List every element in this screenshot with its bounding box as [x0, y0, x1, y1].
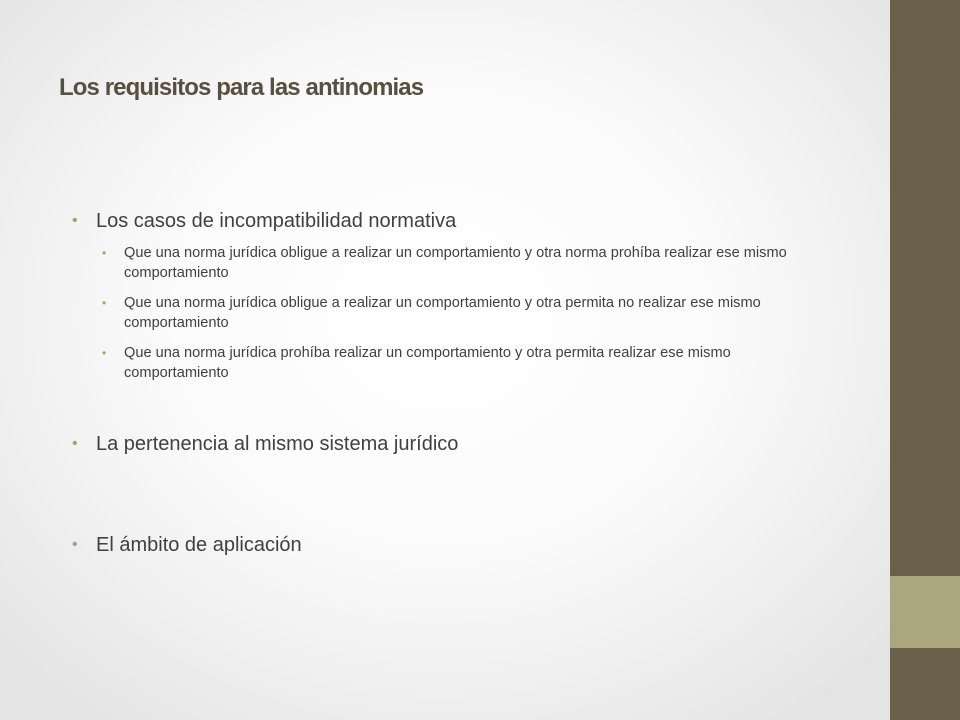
sidebar-dark-segment [890, 0, 960, 576]
sidebar-accent-segment [890, 576, 960, 648]
sub-bullet-item [102, 243, 822, 283]
sub-bullet-marker: • [102, 296, 107, 310]
sidebar-dark-segment [890, 648, 960, 720]
bullet-marker: • [72, 536, 78, 553]
bullet-text: La pertenencia al mismo sistema jurídico [96, 433, 459, 455]
decorative-sidebar [890, 0, 960, 720]
sub-bullet-marker: • [102, 346, 107, 360]
sub-bullet-text: Que una norma jurídica obligue a realizar un comportamiento y otra norma prohíba realizar ese mismo comportamiento [124, 245, 787, 281]
sub-bullet-text: Que una norma jurídica obligue a realizar un comportamiento y otra permita no realizar ese mismo comportamiento [124, 295, 761, 331]
sub-bullet-text: Que una norma jurídica prohíba realizar un comportamiento y otra permita realizar ese mismo comportamiento [124, 345, 731, 381]
bullet-text: El ámbito de aplicación [96, 534, 302, 556]
sub-bullet-item [102, 343, 822, 383]
sub-bullet-marker: • [102, 246, 107, 260]
bullet-marker: • [72, 212, 78, 229]
bullet-text: Los casos de incompatibilidad normativa [96, 210, 457, 232]
sub-bullet-item [102, 293, 822, 333]
bullet-marker: • [72, 435, 78, 452]
slide-title: Los requisitos para las antinomias [59, 74, 424, 101]
